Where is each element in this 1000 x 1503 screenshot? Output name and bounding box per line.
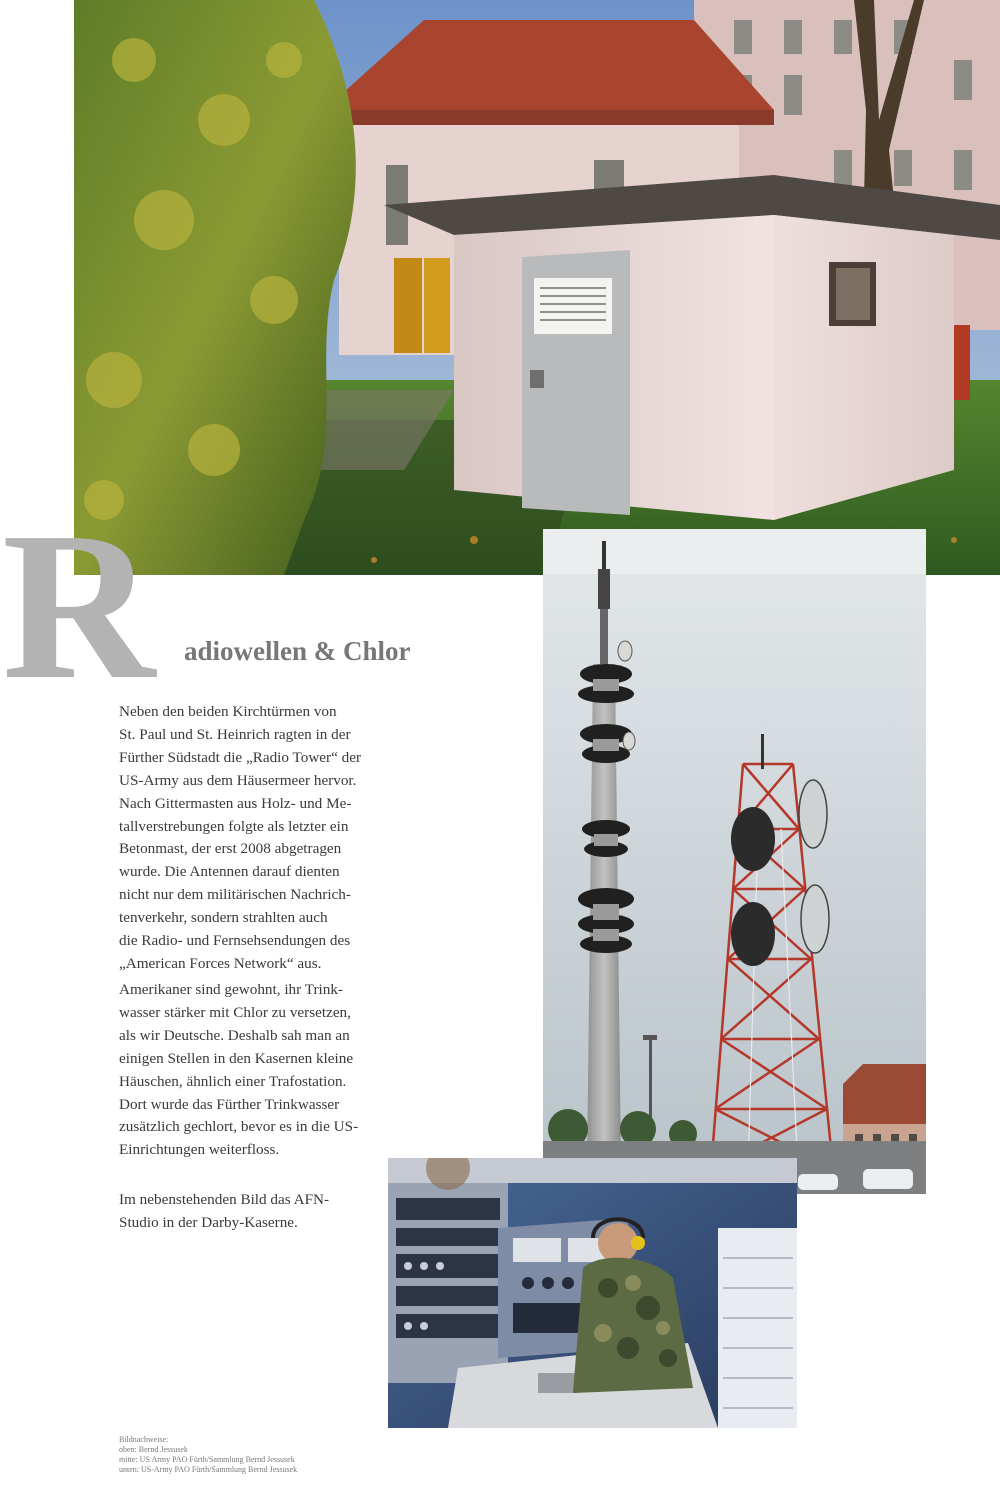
text-line: wasser stärker mit Chlor zu versetzen, bbox=[119, 1003, 351, 1021]
credit-line: oben: Bernd Jessusek bbox=[119, 1445, 188, 1454]
text-line: Neben den beiden Kirchtürmen von bbox=[119, 703, 337, 720]
text-line: St. Paul und St. Heinrich ragten in der bbox=[119, 725, 351, 743]
text-line: „American Forces Network“ aus. bbox=[119, 954, 322, 972]
image-credits bbox=[119, 1435, 297, 1475]
text-line: die Radio- und Fernsehsendungen des bbox=[119, 932, 351, 950]
headline-drop-cap: R bbox=[2, 488, 156, 723]
body-paragraph-chlorine bbox=[119, 979, 369, 1162]
text-line: einigen Stellen in den Kasernen kleine bbox=[119, 1049, 354, 1067]
text-line: Nach Gittermasten aus Holz- und Me- bbox=[119, 794, 352, 812]
text-line: US-Army aus dem Häusermeer hervor. bbox=[119, 771, 357, 789]
photo-afn-studio bbox=[388, 1158, 797, 1428]
body-paragraph-afn-studio bbox=[119, 1189, 369, 1235]
photo-radio-towers bbox=[543, 529, 926, 1194]
text-line: Dort wurde das Fürther Trinkwasser bbox=[119, 1095, 340, 1113]
photo-chlorination-hut bbox=[74, 0, 1000, 575]
body-paragraph-radio-towers bbox=[119, 701, 369, 976]
credit-line: mitte: US Army PAO Fürth/Sammlung Bernd Jessusek bbox=[119, 1455, 295, 1464]
text-line: Fürther Südstadt die „Radio Tower“ der bbox=[119, 748, 362, 766]
text-line: zusätzlich gechlort, bevor es in die US- bbox=[119, 1118, 359, 1136]
text-line: tenverkehr, sondern strahlten auch bbox=[119, 909, 328, 927]
text-line: wurde. Die Antennen darauf dienten bbox=[119, 863, 340, 881]
text-line: Häuschen, ähnlich einer Trafostation. bbox=[119, 1072, 347, 1090]
text-line: Einrichtungen weiterfloss. bbox=[119, 1141, 280, 1159]
text-line: als wir Deutsche. Deshalb sah man an bbox=[119, 1026, 350, 1044]
headline-text: adiowellen & Chlor bbox=[184, 636, 411, 666]
text-line: Studio in der Darby-Kaserne. bbox=[119, 1213, 298, 1231]
credit-line: unten: US-Army PAO Fürth/Sammlung Bernd Jessusek bbox=[119, 1465, 298, 1474]
text-line: Im nebenstehenden Bild das AFN- bbox=[119, 1191, 330, 1208]
text-line: nicht nur dem militärischen Nachrich- bbox=[119, 886, 351, 904]
credits-heading: Bildnachweise: bbox=[119, 1435, 169, 1444]
text-line: Amerikaner sind gewohnt, ihr Trink- bbox=[119, 981, 343, 998]
text-line: tallverstrebungen folgte als letzter ein bbox=[119, 817, 349, 835]
text-line: Betonmast, der erst 2008 abgetragen bbox=[119, 840, 342, 858]
